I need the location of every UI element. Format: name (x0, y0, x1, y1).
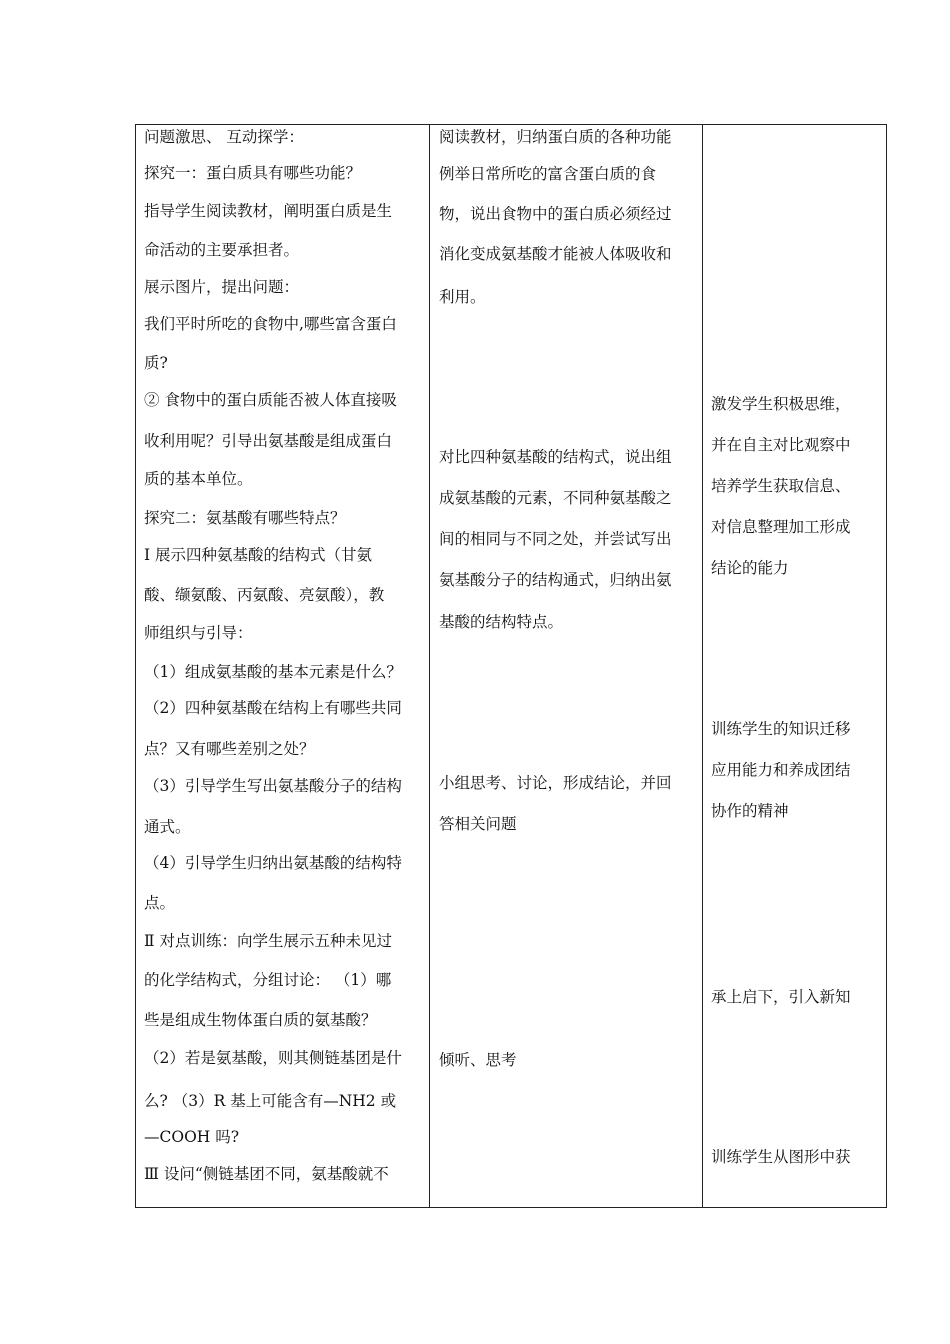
teacher-line: （3）引导学生写出氨基酸分子的结构 (144, 777, 402, 795)
teacher-line: 收利用呢？引导出氨基酸是组成蛋白 (144, 432, 393, 450)
teacher-line: Ⅱ 对点训练：向学生展示五种未见过 (144, 932, 392, 950)
teacher-line: 质的基本单位。 (144, 470, 253, 488)
student-line: 例举日常所吃的富含蛋白质的食 (439, 165, 657, 183)
student-line: 间的相同与不同之处，并尝试写出 (439, 530, 672, 548)
teacher-line: 我们平时所吃的食物中,哪些富含蛋白 (144, 315, 397, 333)
teacher-line: 师组织与引导： (144, 624, 253, 642)
intent-line: 训练学生的知识迁移 (711, 720, 851, 738)
teacher-line: （2）若是氨基酸，则其侧链基团是什 (144, 1049, 402, 1067)
student-line: 基酸的结构特点。 (439, 613, 564, 631)
teacher-line: —COOH 吗? (144, 1128, 240, 1146)
teacher-line: 探究一：蛋白质具有哪些功能？ (144, 164, 362, 182)
teacher-line: 通式。 (144, 818, 191, 836)
teacher-line: 指导学生阅读教材，阐明蛋白质是生 (144, 202, 393, 220)
teacher-line: Ⅰ 展示四种氨基酸的结构式（甘氨 (144, 546, 373, 564)
student-line: 小组思考、讨论，形成结论，并回 (439, 774, 672, 792)
intent-line: 培养学生获取信息、 (711, 477, 851, 495)
teacher-line: 些是组成生物体蛋白质的氨基酸？ (144, 1011, 377, 1029)
column-divider-2 (702, 125, 703, 1207)
intent-line: 承上启下，引入新知 (711, 988, 851, 1006)
student-line: 消化变成氨基酸才能被人体吸收和 (439, 245, 672, 263)
intent-line: 结论的能力 (711, 559, 789, 577)
student-line: 氨基酸分子的结构通式，归纳出氨 (439, 571, 672, 589)
student-line: 对比四种氨基酸的结构式，说出组 (439, 448, 672, 466)
teacher-line: （1）组成氨基酸的基本元素是什么？ (144, 663, 402, 681)
teacher-line: ② 食物中的蛋白质能否被人体直接吸 (144, 391, 397, 409)
teacher-line: （2）四种氨基酸在结构上有哪些共同 (144, 699, 402, 717)
intent-line: 训练学生从图形中获 (711, 1148, 851, 1166)
teacher-line: 问题激思、 互动探学： (144, 128, 304, 146)
intent-line: 对信息整理加工形成 (711, 518, 851, 536)
teacher-line: 酸、缬氨酸、丙氨酸、亮氨酸），教 (144, 586, 385, 604)
student-line: 成氨基酸的元素，不同种氨基酸之 (439, 489, 672, 507)
teacher-line: 命活动的主要承担者。 (144, 241, 300, 259)
student-line: 物，说出食物中的蛋白质必须经过 (439, 205, 672, 223)
intent-line: 协作的精神 (711, 802, 789, 820)
teacher-line: 质? (144, 354, 168, 372)
student-line: 阅读教材，归纳蛋白质的各种功能 (439, 128, 672, 146)
teacher-line: 点。 (144, 894, 176, 912)
column-divider-1 (429, 125, 430, 1207)
student-line: 利用。 (439, 288, 486, 306)
intent-line: 并在自主对比观察中 (711, 436, 851, 454)
teacher-line: （4）引导学生归纳出氨基酸的结构特 (144, 854, 402, 872)
intent-line: 应用能力和养成团结 (711, 761, 851, 779)
student-line: 答相关问题 (439, 815, 517, 833)
student-line: 倾听、思考 (439, 1051, 517, 1069)
teacher-line: 点？又有哪些差别之处？ (144, 740, 315, 758)
teacher-line: 么? （3）R 基上可能含有—NH2 或 (144, 1092, 397, 1110)
teacher-line: 探究二：氨基酸有哪些特点？ (144, 509, 346, 527)
intent-line: 激发学生积极思维， (711, 395, 851, 413)
teacher-line: 展示图片，提出问题： (144, 278, 300, 296)
teacher-line: Ⅲ 设问“侧链基团不同，氨基酸就不 (144, 1165, 389, 1183)
teacher-line: 的化学结构式，分组讨论： （1）哪 (144, 971, 392, 989)
